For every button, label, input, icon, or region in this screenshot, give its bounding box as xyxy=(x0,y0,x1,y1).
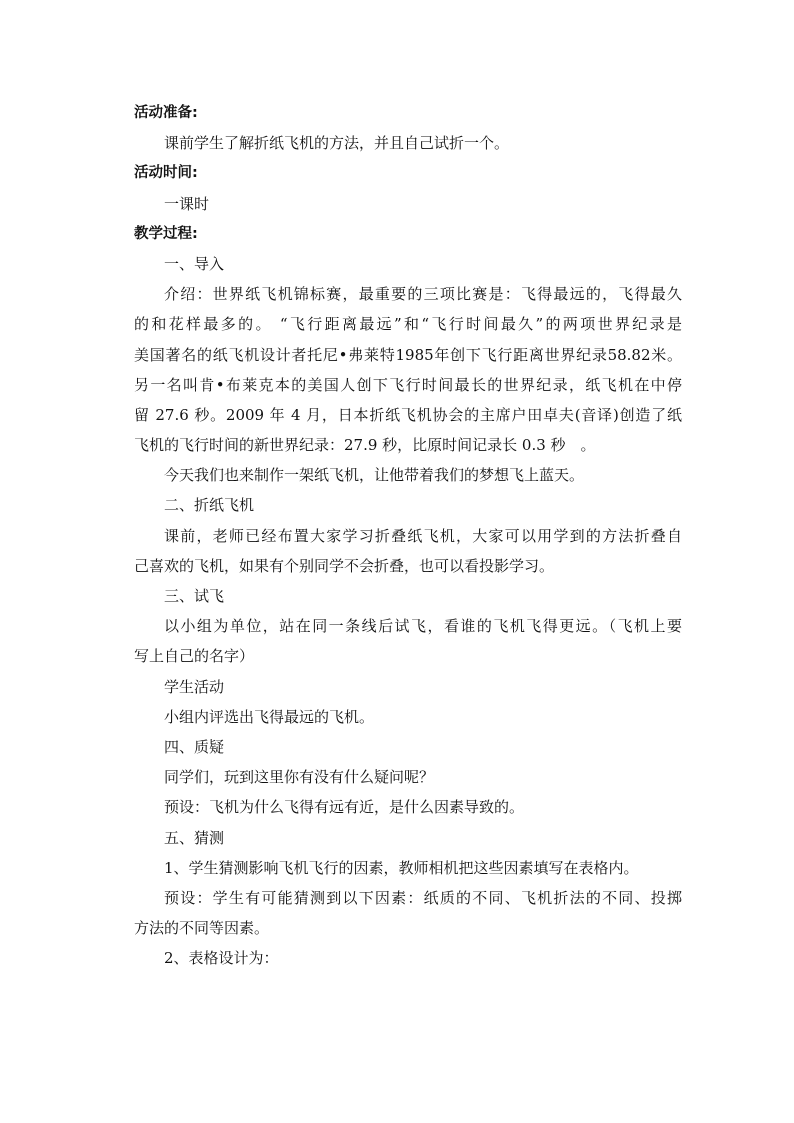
paragraph-line: 以小组为单位，站在同一条线后试飞，看谁的飞机飞得更远。（飞机上要 xyxy=(164,617,682,636)
section-title-intro: 一、导入 xyxy=(164,254,225,273)
paragraph-line: 另一名叫肯•布莱克本的美国人创下飞行时间最长的世界纪录，纸飞机在中停 xyxy=(134,375,682,394)
paragraph-line: 的和花样最多的。 “飞行距离最远”和“飞行时间最久”的两项世界纪录是 xyxy=(134,315,682,334)
paragraph: 同学们，玩到这里你有没有什么疑问呢？ xyxy=(164,768,435,787)
paragraph-line: 介绍：世界纸飞机锦标赛，最重要的三项比赛是：飞得最远的，飞得最久 xyxy=(164,285,682,304)
heading-activity-prep: 活动准备: xyxy=(134,105,198,121)
section-title-guess: 五、猜测 xyxy=(164,828,225,847)
section-title-folding: 二、折纸飞机 xyxy=(164,496,255,515)
paragraph: 2、表格设计为： xyxy=(164,949,279,968)
paragraph-line: 方法的不同等因素。 xyxy=(134,919,270,938)
paragraph: 1、学生猜测影响飞机飞行的因素，教师相机把这些因素填写在表格内。 xyxy=(164,858,639,877)
paragraph: 预设：飞机为什么飞得有远有近，是什么因素导致的。 xyxy=(164,798,525,817)
paragraph-line: 预设：学生有可能猜测到以下因素：纸质的不同、飞机折法的不同、投掷 xyxy=(164,888,682,907)
subheading-student-activity: 学生活动 xyxy=(164,677,225,696)
paragraph: 课前学生了解折纸飞机的方法，并且自己试折一个。 xyxy=(164,134,510,153)
paragraph: 今天我们也来制作一架纸飞机，让他带着我们的梦想飞上蓝天。 xyxy=(164,466,585,485)
paragraph-line: 飞机的飞行时间的新世界纪录：27.9 秒，比原时间记录长 0.3 秒 。 xyxy=(134,436,596,455)
heading-teaching-process: 教学过程: xyxy=(134,225,198,242)
paragraph-line: 写上自己的名字） xyxy=(134,647,255,666)
heading-activity-time: 活动时间: xyxy=(134,165,198,182)
paragraph-line: 美国著名的纸飞机设计者托尼•弗莱特1985年创下飞行距离世界纪录58.82米。 xyxy=(134,345,682,364)
paragraph-line: 己喜欢的飞机，如果有个别同学不会折叠，也可以看投影学习。 xyxy=(134,556,555,575)
section-title-question: 四、质疑 xyxy=(164,737,225,756)
paragraph: 一课时 xyxy=(164,194,210,213)
section-title-test-flight: 三、试飞 xyxy=(164,587,225,605)
paragraph-line: 留 27.6 秒。2009 年 4 月，日本折纸飞机协会的主席户田卓夫(音译)创造了纸 xyxy=(134,405,682,424)
paragraph: 小组内评选出飞得最远的飞机。 xyxy=(164,707,375,726)
document-body xyxy=(134,98,682,973)
paragraph-line: 课前，老师已经布置大家学习折叠纸飞机，大家可以用学到的方法折叠自 xyxy=(164,526,682,545)
